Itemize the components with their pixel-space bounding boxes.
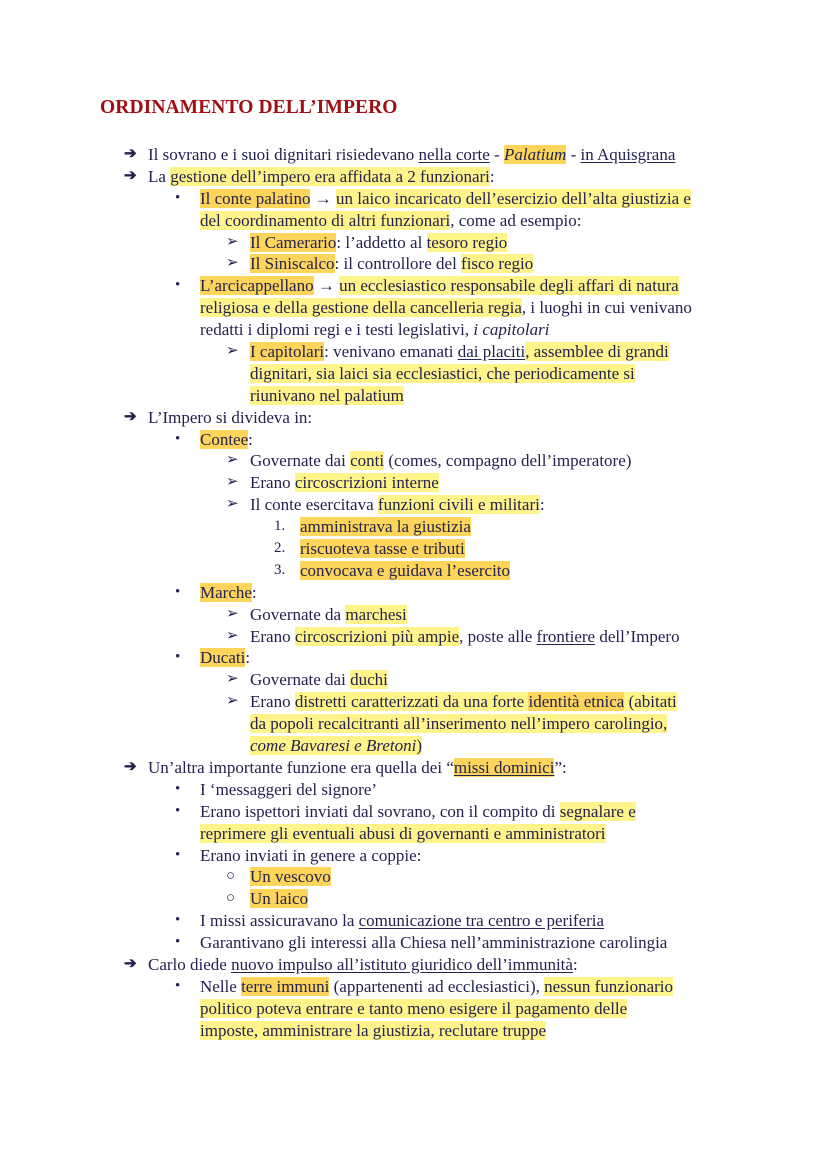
highlighted-text: politico poteva entrare e tanto meno esigere il pagamento delle — [200, 998, 628, 1018]
text-segment: : — [489, 166, 495, 186]
text-segment: - — [489, 145, 504, 164]
text-line — [0, 516, 828, 538]
highlighted-text: religiosa e della gestione della cancelleria regia — [200, 298, 522, 318]
text-line — [0, 735, 828, 757]
highlighted-text: , assemblee di grandi — [525, 342, 669, 362]
text-line — [0, 494, 828, 516]
highlighted-key-term: Un laico — [250, 889, 309, 909]
line-text — [250, 888, 308, 910]
text-line — [0, 691, 828, 713]
text-line — [0, 604, 828, 626]
line-text — [200, 976, 673, 998]
underlined-text: frontiere — [536, 626, 596, 646]
line-text — [250, 385, 404, 407]
line-text — [250, 232, 507, 254]
underlined-text: dai placiti — [457, 342, 526, 362]
line-text — [250, 626, 680, 648]
text-line — [0, 845, 828, 867]
line-text — [148, 407, 312, 429]
text-segment: Governate da — [250, 604, 346, 624]
highlighted-text: circoscrizioni interne — [294, 473, 439, 493]
bullet-icon: • — [175, 934, 181, 951]
line-text — [200, 647, 250, 669]
text-segment: , poste alle — [459, 626, 537, 646]
page-title: ORDINAMENTO DELL’IMPERO — [100, 97, 398, 118]
text-segment: → — [310, 188, 336, 208]
text-line — [0, 253, 828, 275]
bullet-icon: • — [175, 802, 181, 819]
text-segment: (appartenenti ad ecclesiastici), — [329, 976, 545, 996]
arrowhead-bullet-icon: ➢ — [226, 627, 239, 644]
underlined-text: nuovo impulso all’istituto giuridico dell’immunità — [231, 954, 573, 974]
text-segment: Nelle — [200, 976, 242, 996]
text-segment: : il controllore del — [334, 254, 462, 274]
line-text — [250, 669, 388, 691]
text-line — [0, 297, 828, 319]
text-line — [0, 166, 828, 188]
highlighted-key-term: terre immuni — [241, 976, 330, 996]
text-line — [0, 626, 828, 648]
line-text — [200, 823, 606, 845]
text-line — [0, 669, 828, 691]
text-line — [0, 232, 828, 254]
text-line — [0, 144, 828, 166]
text-segment: (comes, compagno dell’imperatore) — [384, 451, 632, 471]
text-segment: , come ad esempio: — [450, 210, 582, 230]
highlighted-key-term: I capitolari — [250, 342, 325, 362]
line-text — [200, 779, 377, 801]
text-line — [0, 363, 828, 385]
bullet-icon: • — [175, 583, 181, 600]
text-segment: redatti i diplomi regi e i testi legislativi, — [200, 320, 474, 340]
text-line — [0, 976, 828, 998]
list-number: 2. — [274, 540, 286, 557]
text-line — [0, 450, 828, 472]
text-line — [0, 888, 828, 910]
line-text — [300, 560, 510, 582]
text-segment: : — [539, 495, 545, 515]
line-text — [200, 932, 667, 954]
text-segment: Erano inviati in genere a coppie: — [200, 845, 422, 865]
highlighted-text: riunivano nel palatium — [250, 385, 404, 405]
highlighted-text: da popoli recalcitranti all’inserimento nell’impero carolingio, — [250, 714, 668, 734]
text-segment: La — [148, 166, 171, 186]
highlighted-text: ) — [416, 736, 422, 756]
line-text — [300, 538, 465, 560]
highlighted-key-term: L’arcicappellano — [200, 276, 314, 296]
text-segment: Governate dai — [250, 670, 351, 690]
highlighted-text: distretti caratterizzati da una forte — [294, 692, 529, 712]
text-line — [0, 538, 828, 560]
bullet-icon: • — [175, 189, 181, 206]
text-line — [0, 275, 828, 297]
highlighted-text: nessun funzionario — [544, 976, 673, 996]
line-text — [148, 166, 495, 188]
text-segment: : — [572, 954, 578, 974]
text-segment: - — [566, 145, 581, 164]
line-text — [148, 954, 578, 976]
text-segment: Il conte esercitava — [250, 495, 378, 515]
highlighted-text: reprimere gli eventuali abusi di governanti e amministratori — [200, 823, 606, 843]
line-text — [300, 516, 471, 538]
highlighted-text: un ecclesiastico responsabile degli affari di natura — [339, 276, 679, 296]
line-text — [200, 910, 604, 932]
highlighted-text: segnalare e — [559, 801, 636, 821]
arrowhead-bullet-icon: ➢ — [226, 605, 239, 622]
line-text — [200, 801, 636, 823]
text-line — [0, 210, 828, 232]
highlighted-text: come Bavaresi e Bretoni — [250, 736, 417, 756]
text-segment: Governate dai — [250, 451, 351, 471]
line-text — [250, 472, 439, 494]
bullet-icon: • — [175, 780, 181, 797]
highlighted-text: imposte, amministrare la giustizia, reclutare truppe — [200, 1020, 547, 1040]
line-text — [250, 450, 631, 472]
arrow-bullet-icon: ➔ — [124, 408, 137, 425]
line-text — [200, 429, 253, 451]
highlighted-text: (abitati — [624, 692, 677, 712]
line-text — [200, 845, 421, 867]
arrow-bullet-icon: ➔ — [124, 146, 137, 162]
bullet-icon: • — [175, 649, 181, 666]
highlighted-key-term: Ducati — [200, 648, 246, 668]
line-text — [200, 998, 627, 1020]
line-text — [200, 210, 581, 232]
text-line — [0, 188, 828, 210]
highlighted-key-term: amministrava la giustizia — [300, 517, 471, 537]
text-line — [0, 998, 828, 1020]
highlighted-text: funzioni civili e militari — [377, 495, 540, 515]
highlighted-key-term: Marche — [200, 582, 252, 602]
arrowhead-bullet-icon: ➢ — [226, 233, 239, 250]
text-line — [0, 472, 828, 494]
highlighted-text: marchesi — [345, 604, 407, 624]
circle-bullet-icon: ○ — [226, 868, 236, 885]
line-text — [200, 188, 691, 210]
text-segment: Erano — [250, 626, 295, 646]
underlined-text: nella corte — [418, 145, 490, 164]
highlighted-text: conti — [350, 451, 385, 471]
text-segment: ”: — [554, 757, 567, 777]
text-segment: Erano ispettori inviati dal sovrano, con il compito di — [200, 801, 560, 821]
highlighted-text: duchi — [350, 670, 388, 690]
text-line — [0, 560, 828, 582]
line-text — [250, 735, 422, 757]
text-segment: Un’altra importante funzione era quella dei “ — [148, 757, 454, 777]
line-text — [250, 253, 533, 275]
arrowhead-bullet-icon: ➢ — [226, 255, 239, 272]
highlighted-key-term: missi dominici — [453, 757, 555, 777]
highlighted-key-term: convocava e guidava l’esercito — [300, 560, 511, 580]
text-segment: Erano — [250, 692, 295, 712]
circle-bullet-icon: ○ — [226, 890, 236, 907]
highlighted-text: del coordinamento di altri funzionari — [200, 210, 451, 230]
underlined-text: in Aquisgrana — [580, 145, 676, 164]
line-text — [250, 691, 677, 713]
highlighted-key-term: Il Siniscalco — [250, 254, 335, 274]
arrowhead-bullet-icon: ➢ — [226, 343, 239, 360]
highlighted-text: dignitari, sia laici sia ecclesiastici, che periodicamente si — [250, 363, 635, 383]
arrowhead-bullet-icon: ➢ — [226, 452, 239, 469]
text-line — [0, 779, 828, 801]
text-line — [0, 757, 828, 779]
line-text — [148, 144, 675, 166]
text-line — [0, 866, 828, 888]
highlighted-text: tesoro regio — [426, 232, 508, 252]
line-text — [200, 582, 257, 604]
line-text — [250, 866, 331, 888]
line-text — [250, 494, 545, 516]
text-line — [0, 429, 828, 451]
bullet-icon: • — [175, 277, 181, 294]
text-line — [0, 932, 828, 954]
text-segment: Erano — [250, 473, 295, 493]
highlighted-key-term: Un vescovo — [250, 867, 331, 887]
text-segment: dell’Impero — [595, 626, 680, 646]
text-line — [0, 319, 828, 341]
text-segment: : venivano emanati — [324, 342, 458, 362]
text-segment: : l’addetto al — [336, 232, 427, 252]
text-segment: : — [248, 429, 253, 449]
highlighted-text: circoscrizioni più ampie — [294, 626, 460, 646]
text-segment: : — [245, 648, 251, 668]
text-segment: → — [313, 276, 340, 296]
text-segment: I ‘messaggeri del signore’ — [200, 779, 378, 799]
highlighted-key-term: Il conte palatino — [200, 188, 311, 208]
text-line — [0, 823, 828, 845]
text-line — [0, 407, 828, 429]
arrowhead-bullet-icon: ➢ — [226, 496, 239, 513]
bullet-icon: • — [175, 430, 181, 447]
italic-text: i capitolari — [473, 320, 550, 340]
arrowhead-bullet-icon: ➢ — [226, 693, 239, 710]
line-text — [200, 297, 692, 319]
text-line — [0, 582, 828, 604]
arrowhead-bullet-icon: ➢ — [226, 474, 239, 491]
text-segment: Carlo diede — [148, 954, 232, 974]
bullet-icon: • — [175, 846, 181, 863]
highlighted-key-term: Contee — [200, 429, 249, 449]
line-text — [148, 757, 567, 779]
document-body — [0, 144, 828, 1042]
list-number: 1. — [274, 518, 286, 535]
list-number: 3. — [274, 561, 286, 578]
underlined-text: comunicazione tra centro e periferia — [358, 911, 605, 931]
highlighted-key-term: riscuoteva tasse e tributi — [300, 539, 465, 559]
highlighted-text: un laico incaricato dell’esercizio dell’alta giustizia e — [335, 188, 691, 208]
text-line — [0, 1020, 828, 1042]
text-segment: Il sovrano e i suoi dignitari risiedevano — [148, 145, 419, 164]
text-segment: I missi assicuravano la — [200, 911, 359, 931]
highlighted-key-term: identità etnica — [528, 692, 625, 712]
text-line — [0, 954, 828, 976]
arrow-bullet-icon: ➔ — [124, 955, 137, 972]
highlighted-text: gestione dell’impero era affidata a 2 funzionari — [170, 166, 490, 186]
line-text — [250, 713, 667, 735]
arrowhead-bullet-icon: ➢ — [226, 671, 239, 688]
line-text — [200, 1020, 546, 1042]
text-line — [0, 713, 828, 735]
text-line — [0, 385, 828, 407]
arrow-bullet-icon: ➔ — [124, 758, 137, 775]
bullet-icon: • — [175, 977, 181, 994]
text-line — [0, 910, 828, 932]
highlighted-key-term: Il Camerario — [250, 232, 337, 252]
highlighted-text: fisco regio — [461, 254, 534, 274]
line-text — [200, 275, 679, 297]
line-text — [250, 363, 635, 385]
text-line — [0, 647, 828, 669]
text-line — [0, 801, 828, 823]
bullet-icon: • — [175, 912, 181, 929]
highlighted-key-term: Palatium — [503, 145, 567, 164]
line-text — [200, 319, 549, 341]
line-text — [250, 604, 407, 626]
text-segment: , i luoghi in cui venivano — [521, 298, 692, 318]
text-line — [0, 341, 828, 363]
text-segment: Garantivano gli interessi alla Chiesa nell’amministrazione carolingia — [200, 933, 668, 953]
text-segment: L’Impero si divideva in: — [148, 407, 313, 427]
line-text — [250, 341, 669, 363]
arrow-bullet-icon: ➔ — [124, 167, 137, 184]
text-segment: : — [251, 582, 257, 602]
